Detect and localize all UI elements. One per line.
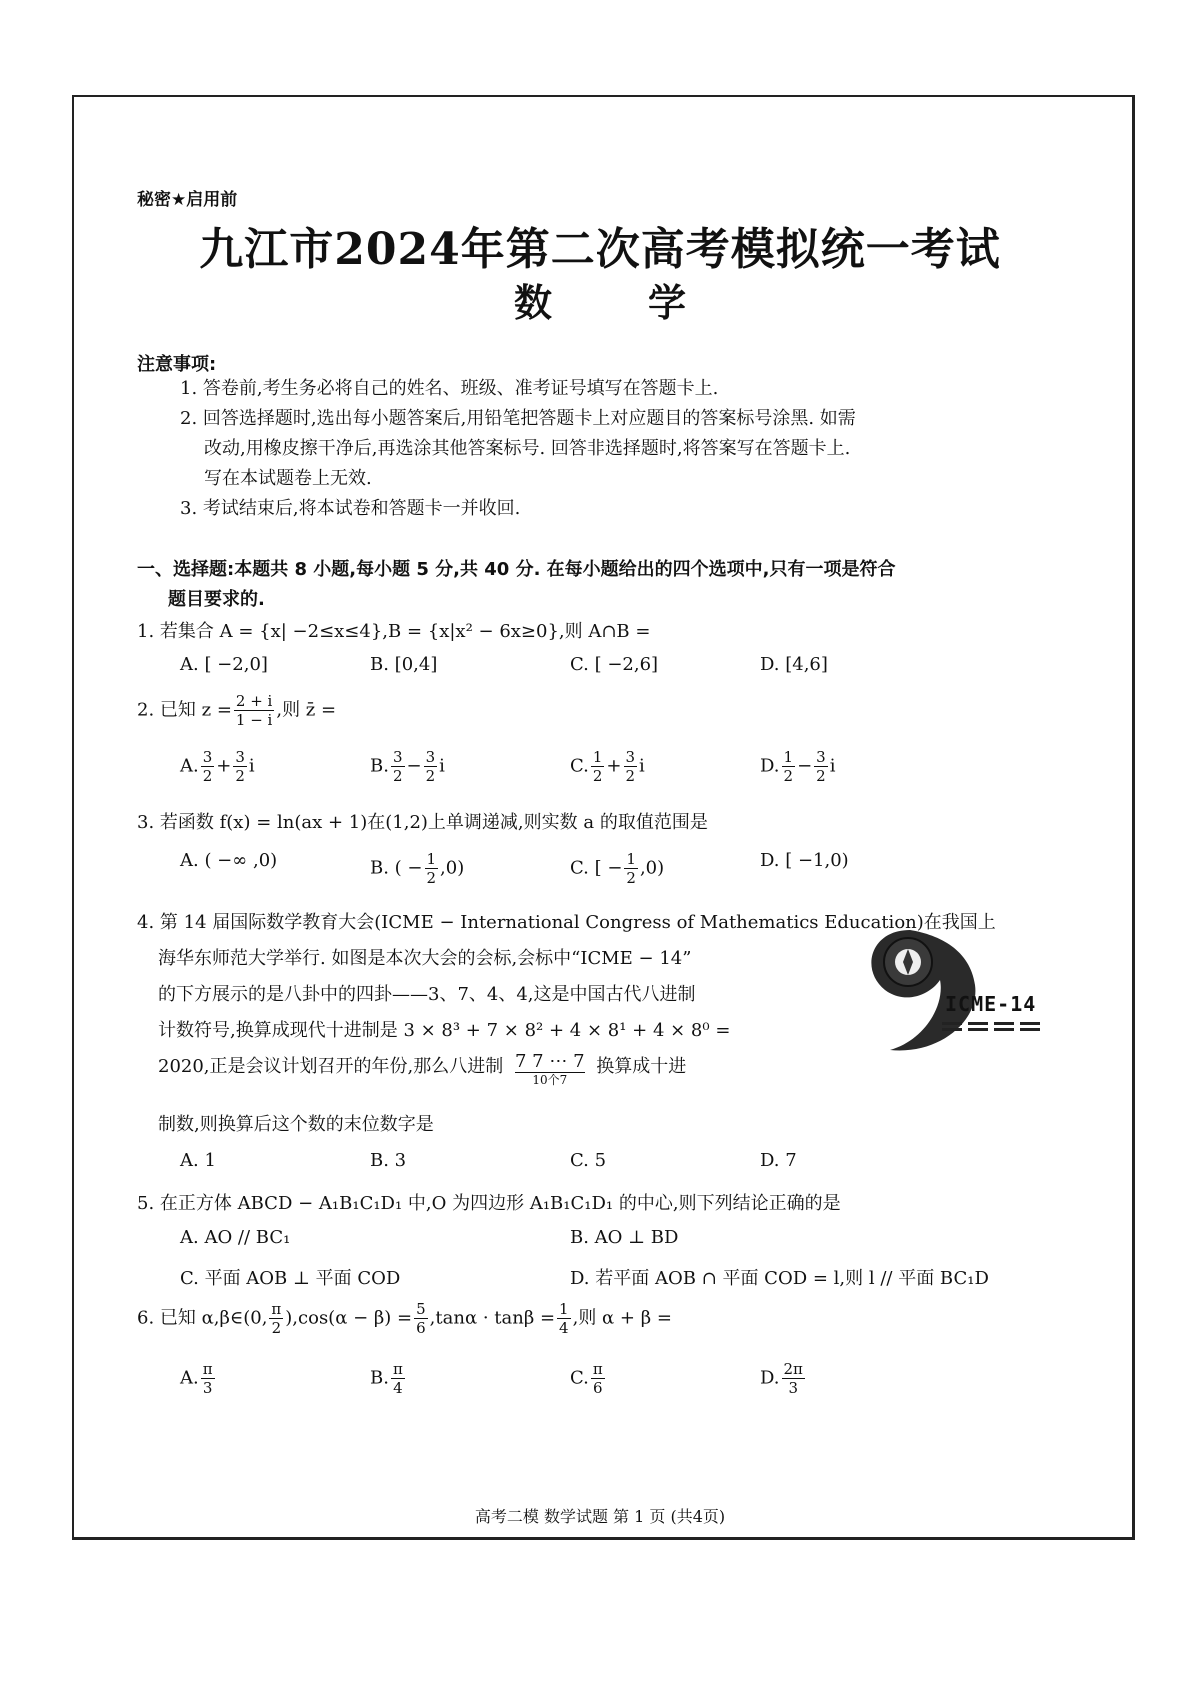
subject-char-2: 学 (648, 280, 687, 325)
frac-den: 2 (425, 767, 436, 785)
note-item: 3. 考试结束后,将本试卷和答题卡一并收回. (180, 498, 521, 519)
q1-option-c: C. [ −2,6] (570, 654, 659, 675)
notes-heading: 注意事项: (137, 354, 217, 375)
q2-opt-frac (624, 748, 638, 785)
question-4-line: 制数,则换算后这个数的末位数字是 (158, 1114, 434, 1135)
confidential-label: 秘密★启用前 (137, 190, 238, 210)
q6-frac-1-4 (557, 1300, 571, 1337)
frac-den: 3 (788, 1379, 798, 1397)
q3-option-d: D. [ −1,0) (760, 850, 849, 871)
q1-option-a: A. [ −2,0] (180, 654, 268, 675)
q6-mid2: ,tanα · tanβ = (429, 1307, 556, 1329)
q6-opt-frac (782, 1360, 805, 1397)
note-item: 2. 回答选择题时,选出每小题答案后,用铅笔把答题卡上对应题目的答案标号涂黑. 如需 (180, 408, 856, 429)
q6-option-a (180, 1360, 217, 1397)
q2-sign: + (216, 755, 232, 777)
q3-optc-frac (624, 850, 638, 887)
frac-num: 3 (392, 748, 403, 766)
q4-option-b: B. 3 (370, 1150, 407, 1171)
question-3-stem: 3. 若函数 f(x) = ln(ax + 1)在(1,2)上单调递减,则实数 a 的取值范围是 (137, 812, 708, 833)
question-4-line: 计数符号,换算成现代十进制是 3 × 8³ + 7 × 8² + 4 × 8¹ + 4 × 8⁰ = (158, 1020, 731, 1041)
question-4-line (158, 1052, 686, 1087)
q4-option-d: D. 7 (760, 1150, 797, 1171)
q2-option-b (370, 748, 445, 785)
q2-option-a (180, 748, 255, 785)
frac-den: 2 (625, 767, 636, 785)
q2-opt-frac (814, 748, 828, 785)
q4-option-a: A. 1 (180, 1150, 216, 1171)
subject-title (0, 272, 1200, 327)
frac-den: 2 (392, 767, 403, 785)
q2-opt-frac (424, 748, 438, 785)
frac-den: 6 (416, 1319, 426, 1337)
frac-den: 4 (393, 1379, 403, 1397)
octal-number (515, 1052, 585, 1087)
question-6-stem (137, 1300, 672, 1337)
frac-num: 1 (592, 748, 603, 766)
q2-opt-frac (233, 748, 247, 785)
q1-option-d: D. [4,6] (760, 654, 828, 675)
q2-unit: i (829, 755, 836, 777)
section-heading-line1: 一、选择题:本题共 8 小题,每小题 5 分,共 40 分. 在每小题给出的四个选项中,只有一项是符合 (137, 559, 896, 580)
q1-option-b: B. [0,4] (370, 654, 438, 675)
frac-den: 2 (816, 767, 826, 785)
q4-line5-pre: 2020,正是会议计划召开的年份,那么八进制 (158, 1056, 504, 1077)
question-4-line: 的下方展示的是八卦中的四卦——3、7、4、4,这是中国古代八进制 (158, 984, 696, 1005)
question-2-stem (137, 692, 336, 729)
frac-den: 2 (235, 767, 245, 785)
q2-option-d (760, 748, 835, 785)
frac-den: 2 (783, 767, 794, 785)
frac-num: 1 (783, 748, 794, 766)
frac-num: 1 (426, 850, 437, 868)
frac-den: 2 (271, 1319, 282, 1337)
q2-option-label: D. (760, 755, 780, 777)
q2-sign: − (797, 755, 813, 777)
frac-num: 2π (783, 1360, 803, 1378)
q2-fraction (234, 692, 274, 729)
q6-option-d (760, 1360, 807, 1397)
q6-mid1: ),cos(α − β) = (285, 1307, 413, 1329)
frac-num: 1 (559, 1300, 569, 1318)
section-heading-line2: 题目要求的. (168, 589, 265, 610)
question-4-line: 4. 第 14 届国际数学教育大会(ICME − International Congress of Mathematics Education)在我国上 (137, 912, 996, 933)
page-footer: 高考二模 数学试题 第 1 页 (共4页) (474, 1507, 726, 1526)
icme-logo-graphic (850, 910, 1050, 1060)
q2-fraction-den: 1 − i (235, 711, 273, 729)
exam-title: 九江市2024年第二次高考模拟统一考试 (199, 224, 1001, 275)
frac-den: 3 (202, 1379, 213, 1397)
q3-optb-frac (425, 850, 439, 887)
q2-suffix: ,则 z̄ = (276, 699, 337, 721)
q3-optc-pre: C. [ − (570, 857, 623, 879)
note-item: 改动,用橡皮擦干净后,再选涂其他答案标号. 回答非选择题时,将答案写在答题卡上. (204, 438, 851, 459)
icme-logo (850, 910, 1050, 1060)
q6-option-label: B. (370, 1367, 389, 1389)
q2-sign: − (406, 755, 422, 777)
frac-den: 2 (426, 869, 437, 887)
q2-unit: i (248, 755, 255, 777)
octal-digits-note: 10个7 (532, 1073, 568, 1087)
note-item: 1. 答卷前,考生务必将自己的姓名、班级、准考证号填写在答题卡上. (180, 378, 719, 399)
frac-num: π (392, 1360, 403, 1378)
question-1-stem: 1. 若集合 A = {x| −2≤x≤4},B = {x|x² − 6x≥0},则 A∩B = (137, 621, 651, 642)
q3-optc-post: ,0) (639, 857, 665, 879)
frac-num: 5 (416, 1300, 426, 1318)
q6-opt-frac (201, 1360, 215, 1397)
q3-optb-post: ,0) (440, 857, 465, 879)
q2-unit: i (439, 755, 445, 777)
frac-den: 2 (592, 767, 603, 785)
frac-den: 2 (626, 869, 636, 887)
q4-line5-post: 换算成十进 (596, 1056, 687, 1077)
question-4-line: 海华东师范大学举行. 如图是本次大会的会标,会标中“ICME − 14” (158, 948, 692, 969)
q3-option-b (370, 850, 464, 887)
section-heading (137, 555, 896, 615)
q2-opt-frac (591, 748, 605, 785)
q6-option-label: C. (570, 1367, 589, 1389)
frac-num: 3 (202, 748, 213, 766)
q2-option-label: C. (570, 755, 589, 777)
frac-num: 3 (625, 748, 636, 766)
q5-option-a: A. AO // BC₁ (180, 1227, 291, 1248)
q6-opt-frac (391, 1360, 405, 1397)
q2-opt-frac (782, 748, 796, 785)
q3-optb-pre: B. ( − (370, 857, 423, 879)
q6-frac-5-6 (414, 1300, 428, 1337)
octal-digits: 7 7 ⋯ 7 (515, 1051, 585, 1072)
q6-frac-pi2 (269, 1300, 283, 1337)
q2-prefix: 2. 已知 z = (137, 699, 232, 721)
frac-num: 3 (235, 748, 245, 766)
q2-sign: + (606, 755, 622, 777)
q2-fraction-num: 2 + i (235, 692, 273, 710)
frac-num: π (592, 1360, 603, 1378)
q2-option-c (570, 748, 645, 785)
q2-option-label: A. (180, 755, 199, 777)
q2-option-label: B. (370, 755, 389, 777)
frac-num: π (202, 1360, 213, 1378)
icme-logo-text: ICME-14 (945, 992, 1037, 1016)
question-5-stem: 5. 在正方体 ABCD − A₁B₁C₁D₁ 中,O 为四边形 A₁B₁C₁D₁ 的中心,则下列结论正确的是 (137, 1193, 841, 1214)
q2-opt-frac (391, 748, 405, 785)
q5-option-d: D. 若平面 AOB ∩ 平面 COD = l,则 l // 平面 BC₁D (570, 1268, 989, 1289)
q6-post: ,则 α + β = (572, 1307, 672, 1329)
q2-opt-frac (201, 748, 215, 785)
subject-char-1: 数 (513, 280, 552, 325)
note-item: 写在本试题卷上无效. (204, 468, 372, 489)
q5-option-b: B. AO ⊥ BD (570, 1227, 679, 1248)
frac-num: 1 (626, 850, 636, 868)
q3-option-a: A. ( −∞ ,0) (180, 850, 278, 871)
q6-option-label: D. (760, 1367, 780, 1389)
frac-den: 6 (593, 1379, 603, 1397)
q6-option-label: A. (180, 1367, 199, 1389)
frac-den: 4 (559, 1319, 569, 1337)
q6-option-b (370, 1360, 407, 1397)
q6-pre: 6. 已知 α,β∈(0, (137, 1307, 268, 1329)
q6-option-c (570, 1360, 607, 1397)
frac-num: 3 (816, 748, 826, 766)
frac-num: 3 (425, 748, 436, 766)
q6-opt-frac (591, 1360, 605, 1397)
q2-unit: i (639, 755, 645, 777)
frac-den: 2 (202, 767, 213, 785)
frac-num: π (271, 1300, 282, 1318)
q5-option-c: C. 平面 AOB ⊥ 平面 COD (180, 1268, 401, 1289)
q4-option-c: C. 5 (570, 1150, 607, 1171)
q3-option-c (570, 850, 664, 887)
